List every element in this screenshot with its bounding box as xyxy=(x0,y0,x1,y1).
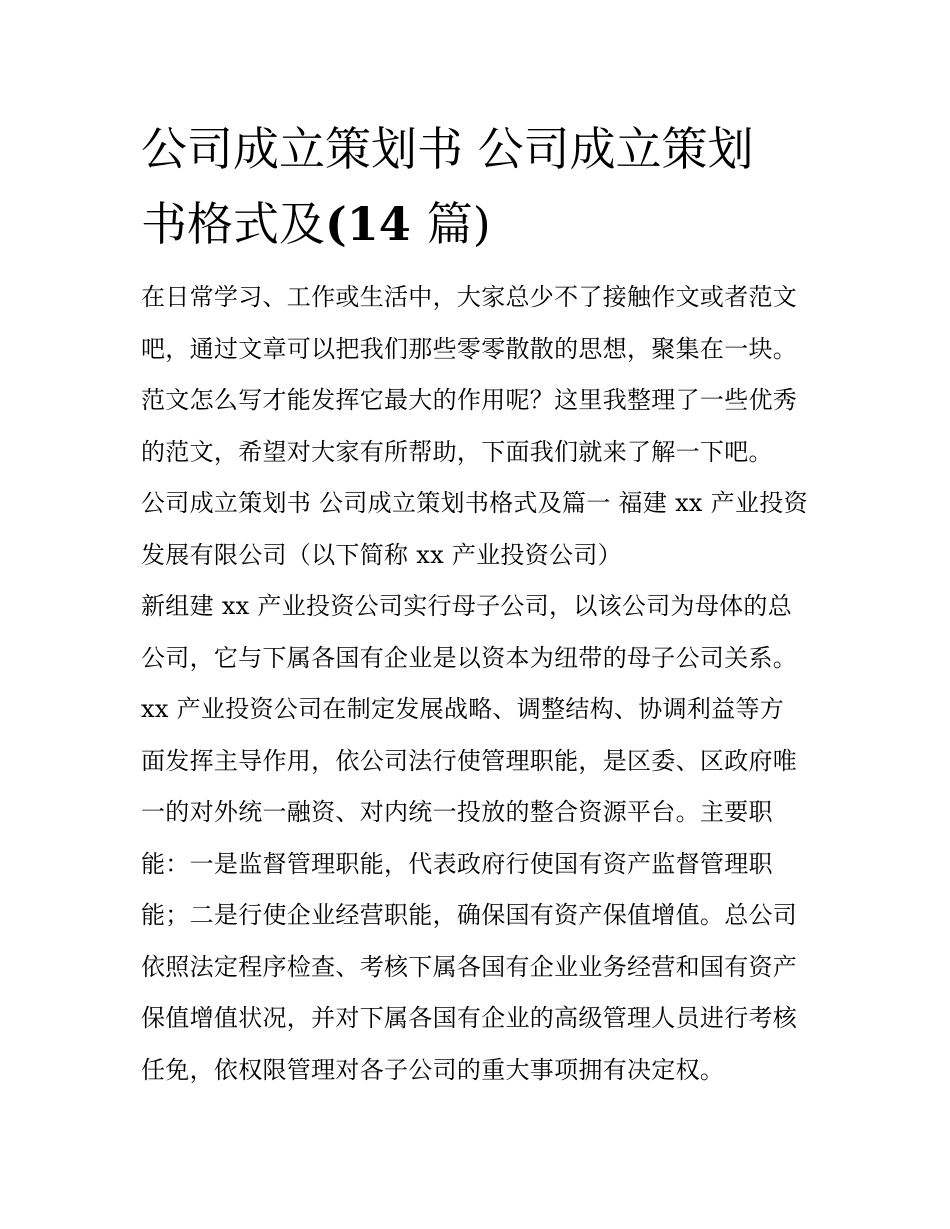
text-line: 依照法定程序检查、考核下属各国有企业业务经营和国有资产 xyxy=(141,952,798,981)
text-line: 吧，通过文章可以把我们那些零零散散的思想，聚集在一块。 xyxy=(141,334,798,363)
paragraph-section-heading xyxy=(141,478,813,581)
text-line: 公司，它与下属各国有企业是以资本为纽带的母子公司关系。 xyxy=(141,643,798,672)
text-line: 一的对外统一融资、对内统一投放的整合资源平台。主要职 xyxy=(141,798,773,826)
text-line: 能：一是监督管理职能，代表政府行使国有资产监督管理职 xyxy=(141,849,773,878)
title-line-2 xyxy=(141,187,813,262)
text-line: 任免，依权限管理对各子公司的重大事项拥有决定权。 xyxy=(141,1055,725,1084)
text-line: 面发挥主导作用，依公司法行使管理职能，是区委、区政府唯 xyxy=(141,746,798,775)
text-line: 发展有限公司（以下简称 xx 产业投资公司） xyxy=(141,540,622,569)
text-line: 范文怎么写才能发挥它最大的作用呢？这里我整理了一些优秀 xyxy=(141,386,798,414)
title-line-1: 公司成立策划书 公司成立策划 xyxy=(141,122,754,176)
title-count: (14 xyxy=(325,197,427,251)
title-line-2-text: 书格式及 xyxy=(141,197,325,251)
document-content xyxy=(141,112,813,1096)
text-line: 能；二是行使企业经营职能，确保国有资产保值增值。总公司 xyxy=(141,901,798,929)
paragraph-company-description xyxy=(141,581,813,1096)
text-line: 保值增值状况，并对下属各国有企业的高级管理人员进行考核 xyxy=(141,1004,798,1032)
text-line: 的范文，希望对大家有所帮助，下面我们就来了解一下吧。 xyxy=(141,437,773,466)
title-line-2-suffix: 篇) xyxy=(426,197,491,251)
paragraph-intro xyxy=(141,272,813,478)
text-line: 新组建 xx 产业投资公司实行母子公司，以该公司为母体的总 xyxy=(141,592,793,620)
text-line: 公司成立策划书 公司成立策划书格式及篇一 福建 xx 产业投资 xyxy=(141,489,808,517)
text-line: xx 产业投资公司在制定发展战略、调整结构、协调利益等方 xyxy=(141,695,785,723)
document-body xyxy=(141,272,813,1096)
document-title xyxy=(141,112,813,262)
text-line: 在日常学习、工作或生活中，大家总少不了接触作文或者范文 xyxy=(141,283,798,311)
